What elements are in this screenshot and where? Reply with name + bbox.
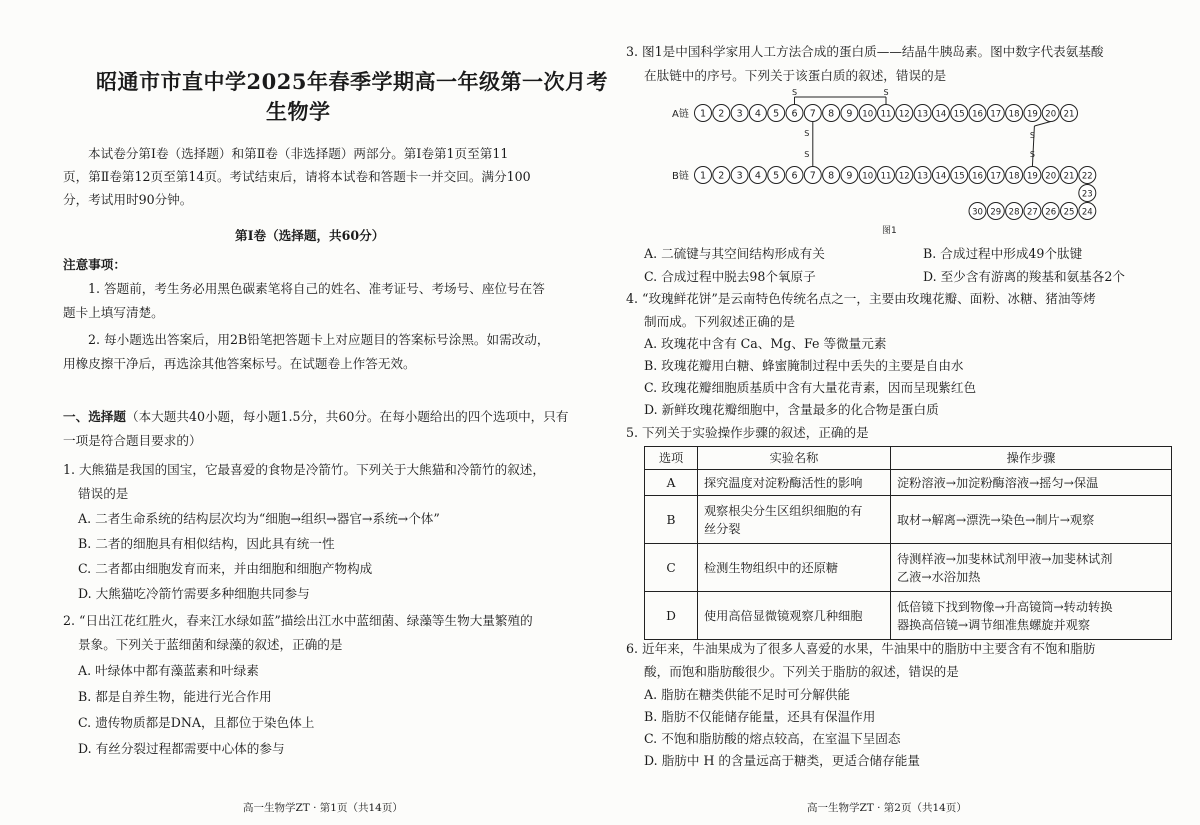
chain-b-residue-label: 15 xyxy=(953,171,965,182)
experiment-line: 探究温度对淀粉酶活性的影响 xyxy=(704,475,863,490)
part-1-desc-2: 一项是符合题目要求的） xyxy=(63,433,202,448)
sulfur-label: S xyxy=(791,88,798,97)
row-steps xyxy=(891,470,1172,496)
insulin-structure-figure xyxy=(600,0,1200,240)
header-steps: 操作步骤 xyxy=(891,447,1172,470)
q6-option-a: A. 脂肪在糖类供能不足时可分解供能 xyxy=(644,687,851,702)
q3-stem-1: 3. 图1是中国科学家用人工方法合成的蛋白质——结晶牛胰岛素。图中数字代表氨基酸 xyxy=(626,44,1104,59)
note-1-line-1: 1. 答题前，考生务必用黑色碳素笔将自己的姓名、准考证号、考场号、座位号在答 xyxy=(88,281,545,296)
q2-option-b: B. 都是自养生物，能进行光合作用 xyxy=(78,689,272,704)
chain-a-residue-label: 13 xyxy=(917,109,929,120)
chain-b-residue-label: 13 xyxy=(917,171,929,182)
chain-a-residue-label: 15 xyxy=(953,109,965,120)
chain-b-residue-label: 27 xyxy=(1026,207,1038,218)
chain-a-residue-label: 4 xyxy=(754,108,761,120)
row-option: B xyxy=(645,496,698,544)
chain-b-residue-label: 18 xyxy=(1008,171,1020,182)
q2-option-c: C. 遗传物质都是DNA，且都位于染色体上 xyxy=(78,715,315,730)
q1-stem-1: 1. 大熊猫是我国的国宝，它最喜爱的食物是冷箭竹。下列关于大熊猫和冷箭竹的叙述， xyxy=(63,462,545,477)
chain-b-residue-label: 3 xyxy=(736,170,743,182)
chain-b-residue-label: 17 xyxy=(990,171,1002,182)
page-2-footer: 高一生物学ZT · 第2页（共14页） xyxy=(807,802,967,814)
q6-stem-1: 6. 近年来，牛油果成为了很多人喜爱的水果，牛油果中的脂肪中主要含有不饱和脂肪 xyxy=(626,641,1096,656)
row-option: A xyxy=(645,470,698,496)
chain-a-label: A链 xyxy=(672,109,689,120)
steps-line: 淀粉溶液→加淀粉酶溶液→摇匀→保温 xyxy=(897,475,1099,490)
q4-option-c: C. 玫瑰花瓣细胞质基质中含有大量花青素，因而呈现紫红色 xyxy=(644,380,977,395)
chain-b-residue-label: 23 xyxy=(1081,189,1093,200)
chain-b-residue-label: 21 xyxy=(1063,171,1075,182)
chain-b-residue-label: 24 xyxy=(1081,207,1093,218)
row-steps xyxy=(891,592,1172,640)
row-steps xyxy=(891,496,1172,544)
q1-option-d: D. 大熊猫吃冷箭竹需要多种细胞共同参与 xyxy=(78,586,310,601)
row-experiment xyxy=(698,544,891,592)
chain-b-residue-label: 2 xyxy=(718,170,725,182)
header-experiment: 实验名称 xyxy=(698,447,891,470)
chain-a-residue-label: 14 xyxy=(935,109,947,120)
disulfide-bond xyxy=(1034,122,1050,127)
q3-option-d: D. 至少含有游离的羧基和氨基各2个 xyxy=(923,269,1125,284)
steps-line: 乙液→水浴加热 xyxy=(897,569,981,584)
q2-option-d: D. 有丝分裂过程都需要中心体的参与 xyxy=(78,741,285,756)
q3-option-b: B. 合成过程中形成49个肽键 xyxy=(923,246,1083,261)
chain-b-label: B链 xyxy=(672,171,689,182)
steps-line: 取材→解离→漂洗→染色→制片→观察 xyxy=(897,512,1095,527)
chain-a-residue-label: 7 xyxy=(809,108,816,120)
chain-b-residue-label: 30 xyxy=(972,207,983,218)
table-header-row xyxy=(645,447,1172,470)
chain-a-residue-label: 11 xyxy=(880,109,892,120)
q4-option-b: B. 玫瑰花瓣用白糖、蜂蜜腌制过程中丢失的主要是自由水 xyxy=(644,358,964,373)
chain-a-residue-label: 21 xyxy=(1063,109,1075,120)
chain-b-residue-label: 20 xyxy=(1045,171,1057,182)
note-2-line-1: 2. 每小题选出答案后，用2B铅笔把答题卡上对应题目的答案标号涂黑。如需改动， xyxy=(88,332,550,347)
exam-title: 昭通市市直中学2025年春季学期高一年级第一次月考 xyxy=(96,69,608,94)
sulfur-label: S xyxy=(804,150,810,159)
row-option: C xyxy=(645,544,698,592)
chain-b-residue-label: 11 xyxy=(880,171,892,182)
q1-stem-2: 错误的是 xyxy=(78,486,129,501)
chain-a-residue-label: 2 xyxy=(718,108,725,120)
chain-b-residue-label: 12 xyxy=(898,171,910,182)
row-option: D xyxy=(645,592,698,640)
page-1-footer: 高一生物学ZT · 第1页（共14页） xyxy=(243,802,403,814)
chain-a-residue-label: 5 xyxy=(773,108,780,120)
chain-b-residue-label: 19 xyxy=(1026,171,1038,182)
steps-line: 器换高倍镜→调节细准焦螺旋并观察 xyxy=(897,617,1091,632)
q2-stem-2: 景象。下列关于蓝细菌和绿藻的叙述，正确的是 xyxy=(78,637,343,652)
table-row xyxy=(645,496,1172,544)
chain-a-residue-label: 6 xyxy=(791,108,798,120)
q3-stem-2: 在肽链中的序号。下列关于该蛋白质的叙述，错误的是 xyxy=(644,68,947,83)
sulfur-label: S xyxy=(883,88,889,97)
chain-b-residue-label: 6 xyxy=(791,170,798,182)
intro-line-3: 分，考试用时90分钟。 xyxy=(63,192,193,207)
sulfur-label: S xyxy=(804,129,810,138)
row-experiment xyxy=(698,470,891,496)
notes-title: 注意事项： xyxy=(63,257,126,272)
experiment-line: 使用高倍显微镜观察几种细胞 xyxy=(704,608,863,623)
chain-a-residue-label: 12 xyxy=(898,109,910,120)
chain-a-residue-label: 18 xyxy=(1008,109,1020,120)
chain-b-residue-label: 1 xyxy=(699,170,707,182)
chain-b-residue-label: 8 xyxy=(828,170,835,182)
row-experiment xyxy=(698,592,891,640)
q4-option-a: A. 玫瑰花中含有 Ca、Mg、Fe 等微量元素 xyxy=(644,336,887,351)
chain-b-residue-label: 5 xyxy=(773,170,780,182)
part-1-header xyxy=(63,408,568,426)
chain-b-residue-label: 7 xyxy=(809,170,816,182)
chain-a-residue-label: 8 xyxy=(828,108,835,120)
chain-b-residue-label: 9 xyxy=(846,170,853,182)
q4-stem-2: 制而成。下列叙述正确的是 xyxy=(644,314,796,329)
note-1-line-2: 题卡上填写清楚。 xyxy=(63,305,164,320)
chain-a-residue-label: 10 xyxy=(862,109,874,120)
chain-b-residue-label: 25 xyxy=(1063,207,1075,218)
chain-a-residue-label: 1 xyxy=(699,108,707,120)
exam-subject: 生物学 xyxy=(266,99,331,124)
q6-option-d: D. 脂肪中 H 的含量远高于糖类，更适合储存能量 xyxy=(644,753,920,768)
intro-line-1: 本试卷分第Ⅰ卷（选择题）和第Ⅱ卷（非选择题）两部分。第Ⅰ卷第1页至第11 xyxy=(88,146,509,161)
note-2-line-2: 用橡皮擦干净后，再选涂其他答案标号。在试题卷上作答无效。 xyxy=(63,356,416,371)
q5-table xyxy=(644,446,1172,640)
experiment-line: 丝分裂 xyxy=(704,521,741,536)
table-row xyxy=(645,470,1172,496)
q4-option-d: D. 新鲜玫瑰花瓣细胞中，含量最多的化合物是蛋白质 xyxy=(644,402,939,417)
q1-option-b: B. 二者的细胞具有相似结构，因此具有统一性 xyxy=(78,536,335,551)
q1-option-a: A. 二者生命系统的结构层次均为“细胞→组织→器官→系统→个体” xyxy=(78,511,440,526)
experiment-line: 检测生物组织中的还原糖 xyxy=(704,560,839,575)
q6-stem-2: 酸，而饱和脂肪酸很少。下列关于脂肪的叙述，错误的是 xyxy=(644,664,959,679)
q4-stem-1: 4. “玫瑰鲜花饼”是云南特色传统名点之一，主要由玫瑰花瓣、面粉、冰糖、猪油等烤 xyxy=(626,291,1096,306)
table-row xyxy=(645,544,1172,592)
part-1-desc: （本大题共40小题，每小题1.5分，共60分。在每小题给出的四个选项中，只有 xyxy=(125,409,569,424)
table-row xyxy=(645,592,1172,640)
chain-a-residue-label: 19 xyxy=(1026,109,1038,120)
chain-b-residue-label: 16 xyxy=(972,171,983,182)
steps-line: 待测样液→加斐林试剂甲液→加斐林试剂 xyxy=(897,551,1113,566)
chain-b-residue-label: 29 xyxy=(990,207,1002,218)
chain-a-residue-label: 17 xyxy=(990,109,1002,120)
intro-line-2: 页，第Ⅱ卷第12页至第14页。考试结束后，请将本试卷和答题卡一并交回。满分100 xyxy=(63,169,531,184)
chain-b-residue-label: 28 xyxy=(1008,207,1020,218)
chain-b-residue-label: 22 xyxy=(1081,171,1093,182)
q6-option-c: C. 不饱和脂肪酸的熔点较高，在室温下呈固态 xyxy=(644,731,901,746)
sulfur-label: S xyxy=(1029,131,1035,140)
chain-a-residue-label: 9 xyxy=(846,108,853,120)
sulfur-label: S xyxy=(1029,150,1035,159)
experiment-line: 观察根尖分生区组织细胞的有 xyxy=(704,503,863,518)
chain-a-residue-label: 16 xyxy=(972,109,983,120)
chain-b-residue-label: 26 xyxy=(1045,207,1057,218)
q6-option-b: B. 脂肪不仅能储存能量，还具有保温作用 xyxy=(644,709,876,724)
q3-option-a: A. 二硫键与其空间结构形成有关 xyxy=(644,246,825,261)
section-1-title: 第Ⅰ卷（选择题，共60分） xyxy=(235,228,385,243)
chain-b-residue-label: 4 xyxy=(754,170,761,182)
chain-a-residue-label: 20 xyxy=(1045,109,1057,120)
chain-b-residue-label: 14 xyxy=(935,171,947,182)
chain-a-residue-label: 3 xyxy=(736,108,743,120)
q3-option-c: C. 合成过程中脱去98个氧原子 xyxy=(644,269,816,284)
q1-option-c: C. 二者都由细胞发育而来，并由细胞和细胞产物构成 xyxy=(78,561,373,576)
page-2 xyxy=(600,0,1200,825)
q2-stem-1: 2. “日出江花红胜火，春来江水绿如蓝”描绘出江水中蓝细菌、绿藻等生物大量繁殖的 xyxy=(63,613,533,628)
row-steps xyxy=(891,544,1172,592)
steps-line: 低倍镜下找到物像→升高镜筒→转动转换 xyxy=(897,599,1113,614)
part-1-label: 一、选择题 xyxy=(63,409,126,424)
row-experiment xyxy=(698,496,891,544)
q5-stem: 5. 下列关于实验操作步骤的叙述，正确的是 xyxy=(626,425,869,440)
figure-caption: 图1 xyxy=(882,226,897,236)
q2-option-a: A. 叶绿体中都有藻蓝素和叶绿素 xyxy=(78,663,259,678)
header-option: 选项 xyxy=(645,447,698,470)
chain-b-residue-label: 10 xyxy=(862,171,874,182)
